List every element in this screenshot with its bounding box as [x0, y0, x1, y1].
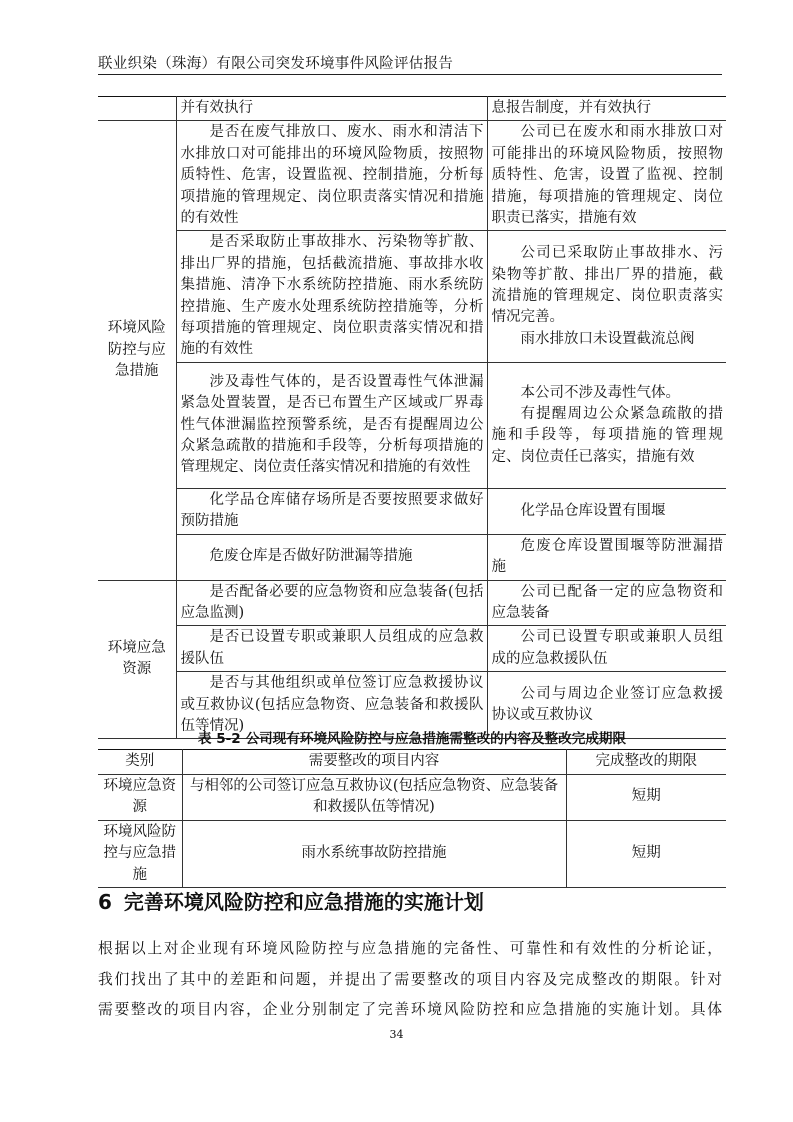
section-number: 6	[98, 890, 112, 914]
check-item-cell: 是否配备必要的应急物资和应急装备(包括应急监测)	[176, 580, 487, 626]
table-row	[98, 97, 726, 121]
category-cell: 环境应急资源	[98, 580, 176, 739]
check-item-cell: 并有效执行	[176, 97, 487, 121]
column-header-content: 需要整改的项目内容	[182, 750, 566, 775]
check-item-cell: 涉及毒性气体的，是否设置毒性气体泄漏紧急处置装置，是否已布置生产区域或厂界毒性气体泄漏监控预警系统，是否有提醒周边公众紧急疏散的措施和手段等，分析每项措施的管理规定、岗位责任落实情况和措施的有效性	[176, 362, 487, 488]
paragraph-line: 根据以上对企业现有环境风险防控与应急措施的完备性、可靠性和有效性的分析论证，	[98, 940, 722, 957]
risk-measures-table	[98, 96, 726, 739]
paragraph-line: 需要整改的项目内容，企业分别制定了完善环境风险防控和应急措施的实施计划。具体	[98, 1001, 722, 1018]
table-row	[98, 488, 726, 534]
category-cell: 环境应急资源	[98, 774, 182, 820]
rectification-table	[98, 749, 726, 888]
status-cell: 本公司不涉及毒性气体。 有提醒周边公众紧急疏散的措施和手段等，每项措施的管理规定、岗位责任已落实，措施有效	[487, 362, 726, 488]
section-heading	[98, 886, 484, 915]
status-cell: 化学品仓库设置有围堰	[487, 488, 726, 534]
status-cell: 公司已设置专职或兼职人员组成的应急救援队伍	[487, 626, 726, 672]
table-row	[98, 121, 726, 231]
column-header-category: 类别	[98, 750, 182, 775]
header-divider	[98, 74, 722, 75]
table-row	[98, 774, 726, 820]
table-header-row	[98, 750, 726, 775]
check-item-cell: 是否在废气排放口、废水、雨水和清洁下水排放口对可能排出的环境风险物质，按照物质特性、危害，设置监视、控制措施，分析每项措施的管理规定、岗位职责落实情况和措施的有效性	[176, 121, 487, 231]
column-header-deadline: 完成整改的期限	[566, 750, 726, 775]
table-row	[98, 626, 726, 672]
body-paragraph	[98, 934, 722, 1026]
section-title-text: 完善环境风险防控和应急措施的实施计划	[123, 890, 484, 914]
status-cell: 危废仓库设置围堰等防泄漏措施	[487, 534, 726, 580]
category-cell: 环境风险防控与应急措施	[98, 820, 182, 888]
deadline-cell: 短期	[566, 774, 726, 820]
status-cell: 公司与周边企业签订应急救援协议或互救协议	[487, 672, 726, 739]
status-cell: 公司已采取防止事故排水、污染物等扩散、排出厂界的措施，截流措施的管理规定、岗位职责落实情况完善。 雨水排放口未设置截流总阀	[487, 231, 726, 362]
content-cell: 与相邻的公司签订应急互救协议(包括应急物资、应急装备和救援队伍等情况)	[182, 774, 566, 820]
category-cell-continued	[98, 97, 176, 121]
table-caption: 表 5-2 公司现有环境风险防控与应急措施需整改的内容及整改完成期限	[197, 731, 627, 747]
status-cell: 公司已在废水和雨水排放口对可能排出的环境风险物质，按照物质特性、危害，设置了监视、控制措施，每项措施的管理规定、岗位职责已落实，措施有效	[487, 121, 726, 231]
page-header: 联业织染（珠海）有限公司突发环境事件风险评估报告	[98, 56, 454, 72]
status-cell: 公司已配备一定的应急物资和应急装备	[487, 580, 726, 626]
paragraph-line: 我们找出了其中的差距和问题，并提出了需要整改的项目内容及完成整改的期限。针对	[98, 970, 722, 988]
check-item-cell: 是否已设置专职或兼职人员组成的应急救援队伍	[176, 626, 487, 672]
category-cell: 环境风险防控与应急措施	[98, 121, 176, 580]
deadline-cell: 短期	[566, 820, 726, 888]
table-row	[98, 362, 726, 488]
check-item-cell: 是否采取防止事故排水、污染物等扩散、排出厂界的措施，包括截流措施、事故排水收集措施、清净下水系统防控措施、雨水系统防控措施、生产废水处理系统防控措施等，分析每项措施的管理规定、岗位职责落实情况和措施的有效性	[176, 231, 487, 362]
table-row	[98, 580, 726, 626]
check-item-cell: 危废仓库是否做好防泄漏等措施	[176, 534, 487, 580]
table-row	[98, 231, 726, 362]
content-cell: 雨水系统事故防控措施	[182, 820, 566, 888]
status-cell: 息报告制度，并有效执行	[487, 97, 726, 121]
check-item-cell: 化学品仓库储存场所是否要按照要求做好预防措施	[176, 488, 487, 534]
page-number: 34	[389, 1028, 404, 1041]
table-row	[98, 820, 726, 888]
check-item-cell: 是否与其他组织或单位签订应急救援协议或互救协议(包括应急物资、应急装备和救援队伍等情况)	[176, 672, 487, 739]
table-row	[98, 534, 726, 580]
